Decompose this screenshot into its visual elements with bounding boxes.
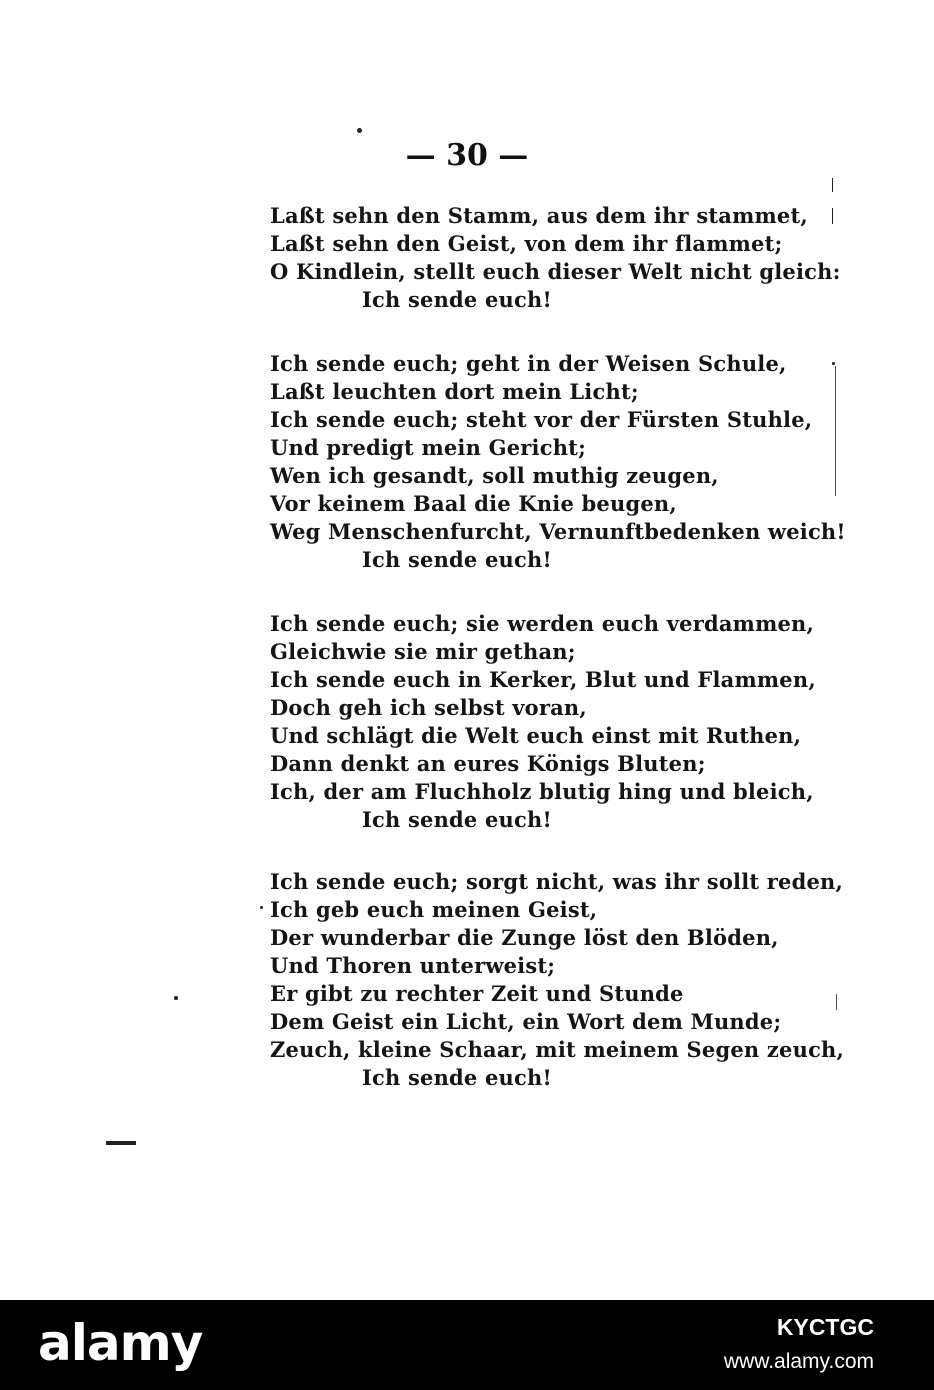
poem-line: Doch geh ich selbst voran, bbox=[270, 695, 587, 720]
poem-line: Er gibt zu rechter Zeit und Stunde bbox=[270, 981, 684, 1006]
poem-line: Dann denkt an eures Königs Bluten; bbox=[270, 751, 706, 776]
poem-line: Ich sende euch; steht vor der Fürsten Stuhle, bbox=[270, 407, 813, 432]
poem-line: Laßt sehn den Geist, von dem ihr flammet; bbox=[270, 231, 783, 256]
poem-line: Ich sende euch; geht in der Weisen Schule, bbox=[270, 351, 787, 376]
poem-refrain: Ich sende euch! bbox=[362, 1065, 552, 1090]
scan-mark bbox=[836, 994, 837, 1010]
poem-line: Gleichwie sie mir gethan; bbox=[270, 639, 576, 664]
poem-line: Ich, der am Fluchholz blutig hing und bleich, bbox=[270, 779, 814, 804]
poem-line: Weg Menschenfurcht, Vernunftbedenken weich! bbox=[270, 519, 846, 544]
page-number: — 30 — bbox=[405, 138, 529, 173]
image-id: KYCTGC bbox=[776, 1314, 874, 1340]
poem-line: Und schlägt die Welt euch einst mit Ruthen, bbox=[270, 723, 802, 748]
poem-line: Der wunderbar die Zunge löst den Blöden, bbox=[270, 925, 779, 950]
poem-line: Vor keinem Baal die Knie beugen, bbox=[270, 491, 677, 516]
poem-line: Und Thoren unterweist; bbox=[270, 953, 556, 978]
scan-speck bbox=[832, 362, 835, 365]
scan-mark bbox=[832, 208, 833, 224]
poem-line: Laßt sehn den Stamm, aus dem ihr stammet, bbox=[270, 203, 808, 228]
poem-line: Ich geb euch meinen Geist, bbox=[270, 897, 598, 922]
scan-speck bbox=[174, 996, 178, 1000]
scan-mark bbox=[832, 178, 833, 192]
scan-speck bbox=[357, 128, 362, 133]
poem-refrain: Ich sende euch! bbox=[362, 547, 552, 572]
poem-line: O Kindlein, stellt euch dieser Welt nicht gleich: bbox=[270, 259, 841, 284]
poem-line: Laßt leuchten dort mein Licht; bbox=[270, 379, 639, 404]
stock-url: www.alamy.com bbox=[723, 1350, 874, 1373]
stock-logo: alamy bbox=[38, 1314, 203, 1372]
poem-line: Und predigt mein Gericht; bbox=[270, 435, 587, 460]
scan-speck bbox=[260, 906, 263, 909]
poem-line: Ich sende euch; sorgt nicht, was ihr sollt reden, bbox=[270, 869, 844, 894]
poem-line: Zeuch, kleine Schaar, mit meinem Segen zeuch, bbox=[270, 1037, 845, 1062]
poem-line: Ich sende euch in Kerker, Blut und Flammen, bbox=[270, 667, 816, 692]
poem-line: Ich sende euch; sie werden euch verdammen, bbox=[270, 611, 815, 636]
poem-line: Dem Geist ein Licht, ein Wort dem Munde; bbox=[270, 1009, 782, 1034]
watermark-bar bbox=[0, 1300, 934, 1390]
poem-line: Wen ich gesandt, soll muthig zeugen, bbox=[270, 463, 719, 488]
poem-refrain: Ich sende euch! bbox=[362, 287, 552, 312]
scan-edge-line bbox=[835, 366, 836, 496]
poem-refrain: Ich sende euch! bbox=[362, 807, 552, 832]
scan-mark bbox=[106, 1141, 136, 1145]
